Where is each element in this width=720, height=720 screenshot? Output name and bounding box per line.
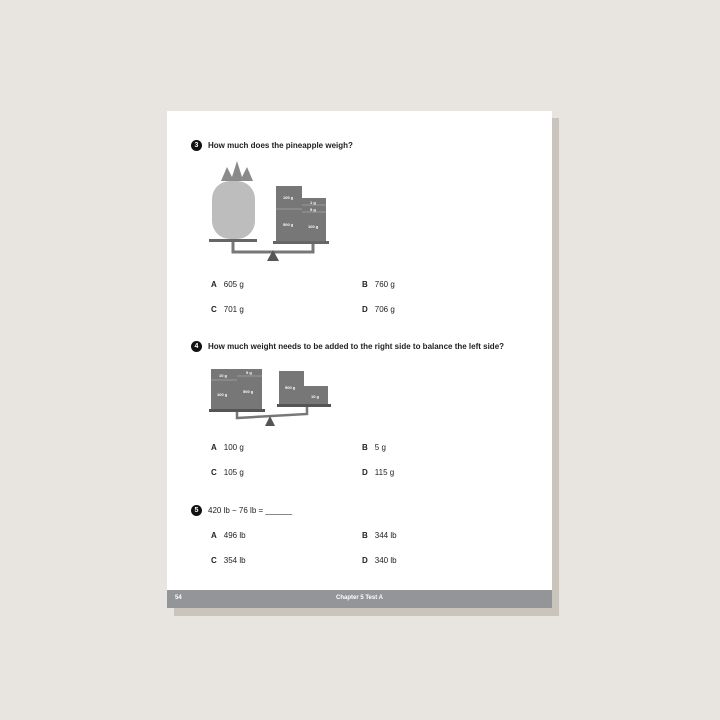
question-number: 3	[191, 140, 202, 151]
svg-text:10 g: 10 g	[219, 373, 228, 378]
question-5	[191, 505, 292, 516]
option-b[interactable]: B 344 lb	[362, 531, 397, 540]
svg-text:5 g: 5 g	[310, 207, 316, 212]
page-number: 54	[175, 595, 182, 601]
svg-text:500 g: 500 g	[283, 222, 294, 227]
page-footer	[167, 590, 552, 608]
option-a[interactable]: A 605 g	[211, 280, 244, 289]
option-d[interactable]: D 706 g	[362, 305, 395, 314]
option-c[interactable]: C 105 g	[211, 468, 244, 477]
question-number: 5	[191, 505, 202, 516]
svg-text:500 g: 500 g	[243, 389, 254, 394]
option-a[interactable]: A 100 g	[211, 443, 244, 452]
svg-text:100 g: 100 g	[217, 392, 228, 397]
option-b[interactable]: B 5 g	[362, 443, 386, 452]
svg-text:100 g: 100 g	[308, 224, 319, 229]
option-c[interactable]: C 354 lb	[211, 556, 246, 565]
svg-text:5 g: 5 g	[246, 370, 252, 375]
svg-text:500 g: 500 g	[285, 385, 296, 390]
pineapple-balance-illustration	[207, 159, 337, 264]
weights-balance-illustration	[209, 366, 334, 428]
option-a[interactable]: A 496 lb	[211, 531, 246, 540]
question-text: How much weight needs to be added to the right side to balance the left side?	[208, 342, 505, 351]
chapter-title: Chapter 5 Test A	[335, 595, 383, 601]
question-number: 4	[191, 341, 202, 352]
question-3	[191, 140, 353, 151]
svg-text:100 g: 100 g	[283, 195, 294, 200]
option-d[interactable]: D 340 lb	[362, 556, 397, 565]
question-4	[191, 341, 504, 352]
question-text: How much does the pineapple weigh?	[208, 141, 353, 150]
option-b[interactable]: B 760 g	[362, 280, 395, 289]
worksheet-page	[167, 111, 552, 608]
svg-text:1 g: 1 g	[310, 200, 316, 205]
question-text: 420 lb − 76 lb = ______	[208, 506, 293, 515]
svg-text:10 g: 10 g	[311, 394, 320, 399]
option-d[interactable]: D 115 g	[362, 468, 395, 477]
option-c[interactable]: C 701 g	[211, 305, 244, 314]
